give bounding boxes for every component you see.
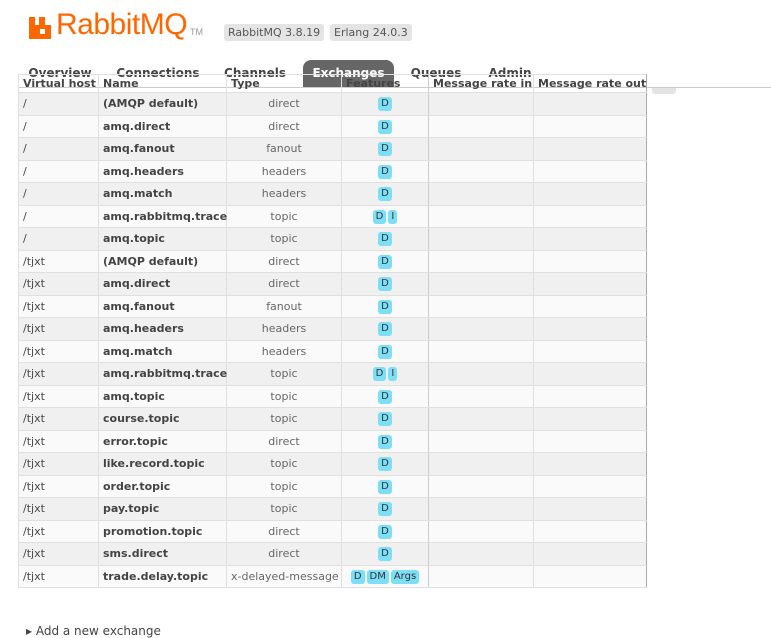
cell-type: topic [227, 228, 342, 251]
cell-type: x-delayed-message [227, 565, 342, 588]
tab-exchanges[interactable]: Exchanges [303, 60, 394, 87]
rabbitmq-version-badge: RabbitMQ 3.8.19 [224, 24, 324, 41]
tab-connections[interactable]: Connections [116, 66, 200, 80]
cell-exchange-name-link[interactable]: (AMQP default) [99, 93, 227, 116]
column-header-vhost[interactable]: Virtual host [19, 75, 99, 93]
cell-vhost: /tjxt [19, 498, 99, 521]
cell-vhost: /tjxt [19, 295, 99, 318]
cell-vhost: /tjxt [19, 250, 99, 273]
cell-exchange-name-link[interactable]: amq.fanout [99, 295, 227, 318]
cell-features [342, 250, 429, 273]
cell-features [342, 430, 429, 453]
cell-exchange-name-link[interactable]: amq.match [99, 340, 227, 363]
cell-rate-out [534, 205, 647, 228]
cell-type: direct [227, 93, 342, 116]
cell-rate-in [429, 138, 534, 161]
feature-badge[interactable]: D [378, 547, 392, 561]
cell-exchange-name-link[interactable]: amq.fanout [99, 138, 227, 161]
cell-type: headers [227, 340, 342, 363]
feature-badge[interactable]: D [373, 367, 387, 381]
cell-exchange-name-link[interactable]: (AMQP default) [99, 250, 227, 273]
cell-vhost: /tjxt [19, 453, 99, 476]
logo-text: RabbitMQ [56, 8, 188, 41]
erlang-version-badge: Erlang 24.0.3 [330, 24, 412, 41]
cell-vhost: /tjxt [19, 520, 99, 543]
cell-vhost: / [19, 205, 99, 228]
feature-badge[interactable]: D [378, 525, 392, 539]
cell-rate-in [429, 273, 534, 296]
cell-rate-out [534, 385, 647, 408]
cell-type: headers [227, 183, 342, 206]
cell-features [342, 160, 429, 183]
cell-type: fanout [227, 295, 342, 318]
cell-exchange-name-link[interactable]: amq.headers [99, 318, 227, 341]
table-row[interactable] [19, 205, 647, 228]
tab-channels[interactable]: Channels [224, 66, 286, 80]
cell-rate-in [429, 565, 534, 588]
cell-vhost: /tjxt [19, 475, 99, 498]
cell-type: direct [227, 250, 342, 273]
exchanges-table [18, 74, 647, 588]
feature-badge[interactable]: I [388, 367, 397, 381]
cell-rate-out [534, 453, 647, 476]
feature-badge[interactable]: D [378, 345, 392, 359]
rabbit-logo-icon [28, 16, 52, 40]
table-row[interactable] [19, 363, 647, 386]
cell-features [342, 520, 429, 543]
add-exchange-toggle[interactable]: ▸ Add a new exchange [26, 624, 161, 638]
feature-badge[interactable]: D [378, 97, 392, 111]
table-row[interactable] [19, 160, 647, 183]
feature-badge[interactable]: D [373, 210, 387, 224]
cell-features [342, 475, 429, 498]
cell-rate-in [429, 498, 534, 521]
cell-type: topic [227, 475, 342, 498]
cell-rate-in [429, 475, 534, 498]
feature-badge[interactable]: D [378, 412, 392, 426]
feature-badge[interactable]: D [351, 570, 365, 584]
header [0, 0, 771, 60]
cell-vhost: / [19, 115, 99, 138]
cell-rate-out [534, 565, 647, 588]
cell-exchange-name-link[interactable]: trade.delay.topic [99, 565, 227, 588]
table-row[interactable] [19, 138, 647, 161]
cell-exchange-name-link[interactable]: error.topic [99, 430, 227, 453]
exchanges-table-container [18, 77, 648, 613]
table-row[interactable] [19, 340, 647, 363]
feature-badge[interactable]: D [378, 142, 392, 156]
cell-rate-in [429, 93, 534, 116]
cell-rate-in [429, 183, 534, 206]
cell-rate-out [534, 363, 647, 386]
cell-rate-in [429, 385, 534, 408]
feature-badge[interactable]: D [378, 502, 392, 516]
cell-features [342, 183, 429, 206]
cell-type: direct [227, 543, 342, 566]
table-row[interactable] [19, 318, 647, 341]
cell-features [342, 385, 429, 408]
cell-type: headers [227, 318, 342, 341]
cell-features [342, 115, 429, 138]
column-header-rate-in[interactable]: Message rate in [429, 75, 534, 93]
cell-vhost: / [19, 228, 99, 251]
table-header-row [19, 75, 647, 93]
table-row[interactable] [19, 475, 647, 498]
cell-exchange-name-link[interactable]: course.topic [99, 408, 227, 431]
cell-features [342, 453, 429, 476]
cell-features [342, 363, 429, 386]
feature-badge[interactable]: D [378, 232, 392, 246]
cell-rate-out [534, 160, 647, 183]
cell-rate-in [429, 520, 534, 543]
column-header-rate-out[interactable]: Message rate out [534, 75, 647, 93]
cell-features [342, 340, 429, 363]
cell-vhost: /tjxt [19, 543, 99, 566]
cell-type: topic [227, 385, 342, 408]
cell-features [342, 565, 429, 588]
cell-type: direct [227, 273, 342, 296]
cell-rate-out [534, 498, 647, 521]
column-header-features[interactable]: Features [342, 75, 429, 93]
cell-rate-in [429, 363, 534, 386]
cell-type: fanout [227, 138, 342, 161]
cell-type: topic [227, 408, 342, 431]
cell-features [342, 318, 429, 341]
column-header-type[interactable]: Type [227, 75, 342, 93]
cell-exchange-name-link[interactable]: pay.topic [99, 498, 227, 521]
cell-type: headers [227, 160, 342, 183]
feature-badge[interactable]: D [378, 300, 392, 314]
table-row[interactable] [19, 520, 647, 543]
cell-rate-out [534, 93, 647, 116]
table-row[interactable] [19, 250, 647, 273]
cell-features [342, 295, 429, 318]
feature-badge[interactable]: D [378, 435, 392, 449]
cell-vhost: / [19, 183, 99, 206]
cell-exchange-name-link[interactable]: amq.topic [99, 385, 227, 408]
cell-rate-out [534, 520, 647, 543]
table-row[interactable] [19, 385, 647, 408]
cell-exchange-name-link[interactable]: amq.topic [99, 228, 227, 251]
cell-exchange-name-link[interactable]: amq.rabbitmq.trace [99, 363, 227, 386]
cell-exchange-name-link[interactable]: like.record.topic [99, 453, 227, 476]
cell-features [342, 138, 429, 161]
cell-vhost: /tjxt [19, 385, 99, 408]
cell-features [342, 543, 429, 566]
cell-vhost: /tjxt [19, 363, 99, 386]
table-row[interactable] [19, 115, 647, 138]
cell-rate-in [429, 430, 534, 453]
feature-badge[interactable]: D [378, 480, 392, 494]
feature-badge[interactable]: I [388, 210, 397, 224]
cell-rate-out [534, 183, 647, 206]
table-row[interactable] [19, 273, 647, 296]
table-row[interactable] [19, 93, 647, 116]
feature-badge[interactable]: D [378, 322, 392, 336]
cell-rate-out [534, 138, 647, 161]
column-options-button[interactable] [652, 88, 676, 94]
cell-type: direct [227, 430, 342, 453]
rabbitmq-logo[interactable] [28, 10, 203, 40]
cell-features [342, 93, 429, 116]
cell-rate-in [429, 228, 534, 251]
cell-features [342, 205, 429, 228]
feature-badge[interactable]: D [378, 390, 392, 404]
feature-badge[interactable]: D [378, 120, 392, 134]
table-row[interactable] [19, 565, 647, 588]
cell-rate-out [534, 408, 647, 431]
cell-rate-out [534, 273, 647, 296]
cell-exchange-name-link[interactable]: promotion.topic [99, 520, 227, 543]
cell-rate-out [534, 250, 647, 273]
cell-rate-out [534, 430, 647, 453]
cell-rate-out [534, 228, 647, 251]
cell-vhost: /tjxt [19, 273, 99, 296]
feature-badge[interactable]: DM [367, 570, 389, 584]
cell-type: topic [227, 205, 342, 228]
cell-features [342, 498, 429, 521]
cell-rate-in [429, 205, 534, 228]
cell-type: direct [227, 520, 342, 543]
cell-vhost: /tjxt [19, 408, 99, 431]
feature-badge[interactable]: D [378, 457, 392, 471]
cell-exchange-name-link[interactable]: amq.rabbitmq.trace [99, 205, 227, 228]
cell-exchange-name-link[interactable]: amq.match [99, 183, 227, 206]
cell-exchange-name-link[interactable]: amq.direct [99, 115, 227, 138]
cell-rate-out [534, 115, 647, 138]
cell-rate-in [429, 295, 534, 318]
cell-vhost: /tjxt [19, 318, 99, 341]
cell-rate-out [534, 340, 647, 363]
table-row[interactable] [19, 408, 647, 431]
cell-rate-out [534, 295, 647, 318]
cell-vhost: /tjxt [19, 340, 99, 363]
cell-rate-out [534, 475, 647, 498]
feature-badge[interactable]: D [378, 187, 392, 201]
column-header-name[interactable]: Name [99, 75, 227, 93]
cell-features [342, 273, 429, 296]
cell-rate-out [534, 543, 647, 566]
feature-badge[interactable]: D [378, 277, 392, 291]
tab-admin[interactable]: Admin [488, 66, 532, 80]
feature-badge[interactable]: Args [391, 570, 419, 584]
cell-rate-in [429, 250, 534, 273]
table-row[interactable] [19, 453, 647, 476]
table-row[interactable] [19, 183, 647, 206]
feature-badge[interactable]: D [378, 165, 392, 179]
cell-type: topic [227, 498, 342, 521]
cell-features [342, 228, 429, 251]
cell-vhost: / [19, 138, 99, 161]
cell-exchange-name-link[interactable]: amq.headers [99, 160, 227, 183]
cell-type: topic [227, 453, 342, 476]
cell-rate-in [429, 453, 534, 476]
cell-vhost: / [19, 93, 99, 116]
feature-badge[interactable]: D [378, 255, 392, 269]
table-row[interactable] [19, 228, 647, 251]
cell-rate-in [429, 408, 534, 431]
table-row[interactable] [19, 498, 647, 521]
cell-vhost: /tjxt [19, 430, 99, 453]
table-row[interactable] [19, 543, 647, 566]
cell-exchange-name-link[interactable]: order.topic [99, 475, 227, 498]
logo-trademark: TM [190, 27, 204, 37]
table-body [19, 93, 647, 588]
table-row[interactable] [19, 295, 647, 318]
cell-rate-in [429, 318, 534, 341]
cell-rate-out [534, 318, 647, 341]
cell-rate-in [429, 160, 534, 183]
tab-overview[interactable]: Overview [28, 66, 92, 80]
cell-type: direct [227, 115, 342, 138]
cell-rate-in [429, 543, 534, 566]
cell-exchange-name-link[interactable]: sms.direct [99, 543, 227, 566]
cell-rate-in [429, 115, 534, 138]
cell-type: topic [227, 363, 342, 386]
cell-vhost: /tjxt [19, 565, 99, 588]
table-row[interactable] [19, 430, 647, 453]
cell-vhost: / [19, 160, 99, 183]
cell-exchange-name-link[interactable]: amq.direct [99, 273, 227, 296]
cell-rate-in [429, 340, 534, 363]
tab-queues[interactable]: Queues [410, 66, 462, 80]
cell-features [342, 408, 429, 431]
